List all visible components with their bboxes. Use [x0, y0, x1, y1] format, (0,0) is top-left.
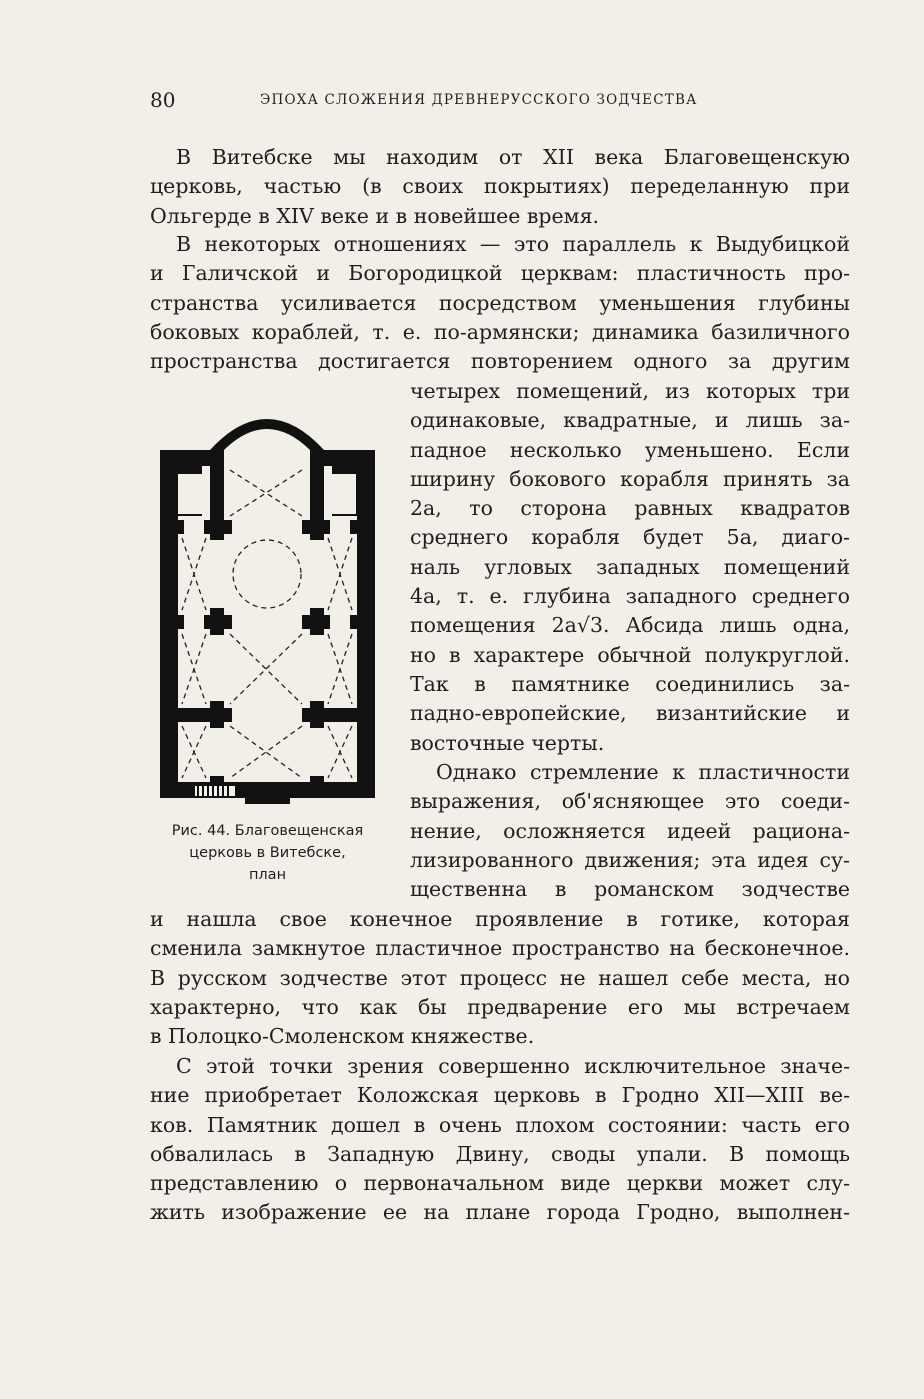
text-line: но в характере обычной полукруглой. — [410, 642, 850, 667]
nave-opening-3 — [232, 708, 302, 722]
text-line: В Витебске мы находим от XII века Благовещенскую — [176, 145, 850, 169]
text-line: лизированного движения; эта идея су- — [410, 847, 850, 872]
text-line: среднего корабля будет 5a, диаго- — [410, 525, 850, 550]
text-line: наль угловых западных помещений — [410, 554, 850, 579]
text-line: одинаковые, квадратные, и лишь за- — [410, 408, 850, 433]
text-line: В русском зодчестве этот процесс не нашел себе места, но — [150, 965, 850, 990]
paragraph-2 — [150, 230, 850, 376]
pier-opening-l3 — [210, 728, 224, 776]
text-line: характерно, что как бы предварение его мы встречаем — [150, 994, 850, 1019]
nave-opening-2 — [232, 615, 302, 629]
aisle-opening-l1 — [184, 520, 204, 534]
page-header — [150, 88, 850, 118]
text-line: ков. Памятник дошел в очень плохом состоянии: часть его — [150, 1112, 850, 1137]
side-niche-left-inner — [178, 474, 202, 514]
pier-opening-r1 — [310, 540, 324, 608]
paragraph-3 — [410, 758, 850, 904]
pier-opening-r2 — [310, 635, 324, 701]
text-line: и Галичской и Богородицкой церквам: пластичность про- — [150, 261, 850, 286]
portal-steps — [198, 786, 228, 796]
aisle-opening-l2 — [184, 615, 204, 629]
running-title: ЭПОХА СЛОЖЕНИЯ ДРЕВНЕРУССКОГО ЗОДЧЕСТВА — [260, 92, 698, 108]
aisle-opening-r1 — [330, 520, 350, 534]
text-line: и нашла свое конечное проявление в готике, которая — [150, 907, 850, 931]
paragraph-2-continuation — [410, 377, 850, 758]
text-line: Ольгерде в XIV веке и в новейшее время. — [150, 203, 600, 228]
caption-line: церковь в Витебске, — [189, 845, 346, 861]
text-line: боковых кораблей, т. е. по-армянски; динамика базиличного — [150, 319, 850, 344]
text-line: обвалилась в Западную Двину, своды упали. В помощь — [150, 1141, 850, 1166]
text-line: падное несколько уменьшено. Если — [410, 437, 850, 462]
caption-line: Рис. 44. Благовещенская — [171, 823, 364, 839]
caption-line: план — [248, 867, 287, 883]
nave-opening-1 — [232, 520, 302, 534]
side-niche-right-inner — [332, 474, 356, 514]
text-line: Так в памятнике соединились за- — [410, 671, 850, 696]
text-line: Однако стремление к пластичности — [436, 760, 850, 784]
text-line: представлению о первоначальном виде церкви может слу- — [150, 1171, 850, 1196]
text-line: В некоторых отношениях — это параллель к Выдубицкой — [176, 232, 850, 256]
text-line: С этой точки зрения совершенно исключительное значе- — [176, 1054, 850, 1078]
paragraph-3-continuation — [150, 905, 850, 1051]
text-line: странства усиливается посредством уменьшения глубины — [150, 290, 850, 315]
text-line: четырех помещений, из которых три — [410, 379, 850, 403]
text-line: 2a, то сторона равных квадратов — [410, 496, 850, 521]
text-line: щественна в романском зодчестве — [410, 877, 850, 902]
text-line: ние приобретает Коложская церковь в Гродно XII—XIII ве- — [150, 1083, 850, 1108]
text-line: сменила замкнутое пластичное пространство на бесконечное. — [150, 936, 850, 961]
pier-opening-l1 — [210, 540, 224, 608]
text-line: церковь, частью (в своих покрытиях) переделанную при — [150, 174, 850, 199]
pier-opening-l2 — [210, 635, 224, 701]
text-line: нение, осложняется идеей рациона- — [410, 818, 850, 843]
outer-wall-bottom — [160, 782, 375, 798]
paragraph-4 — [150, 1052, 850, 1228]
west-step — [245, 798, 290, 804]
text-line: 4a, т. е. глубина западного среднего — [410, 584, 850, 609]
text-line: помещения 2a√3. Абсида лишь одна, — [410, 613, 850, 638]
text-line: выражения, об'ясняющее это соеди- — [410, 789, 850, 814]
figure-caption — [145, 820, 390, 886]
text-line: ширину бокового корабля принять за — [410, 466, 850, 491]
text-line: падно-европейские, византийские и — [410, 701, 850, 726]
text-line: пространства достигается повторением одного за другим — [150, 349, 850, 374]
pier-opening-r3 — [310, 728, 324, 776]
apse — [210, 419, 324, 468]
text-line: в Полоцко-Смоленском княжестве. — [150, 1024, 535, 1049]
page-number: 80 — [150, 88, 176, 112]
church-floor-plan — [150, 390, 385, 810]
text-line: восточные черты. — [410, 730, 605, 755]
aisle-opening-r2 — [330, 615, 350, 629]
paragraph-1 — [150, 143, 850, 231]
text-line: жить изображение ее на плане города Гродно, выполнен- — [150, 1200, 850, 1225]
